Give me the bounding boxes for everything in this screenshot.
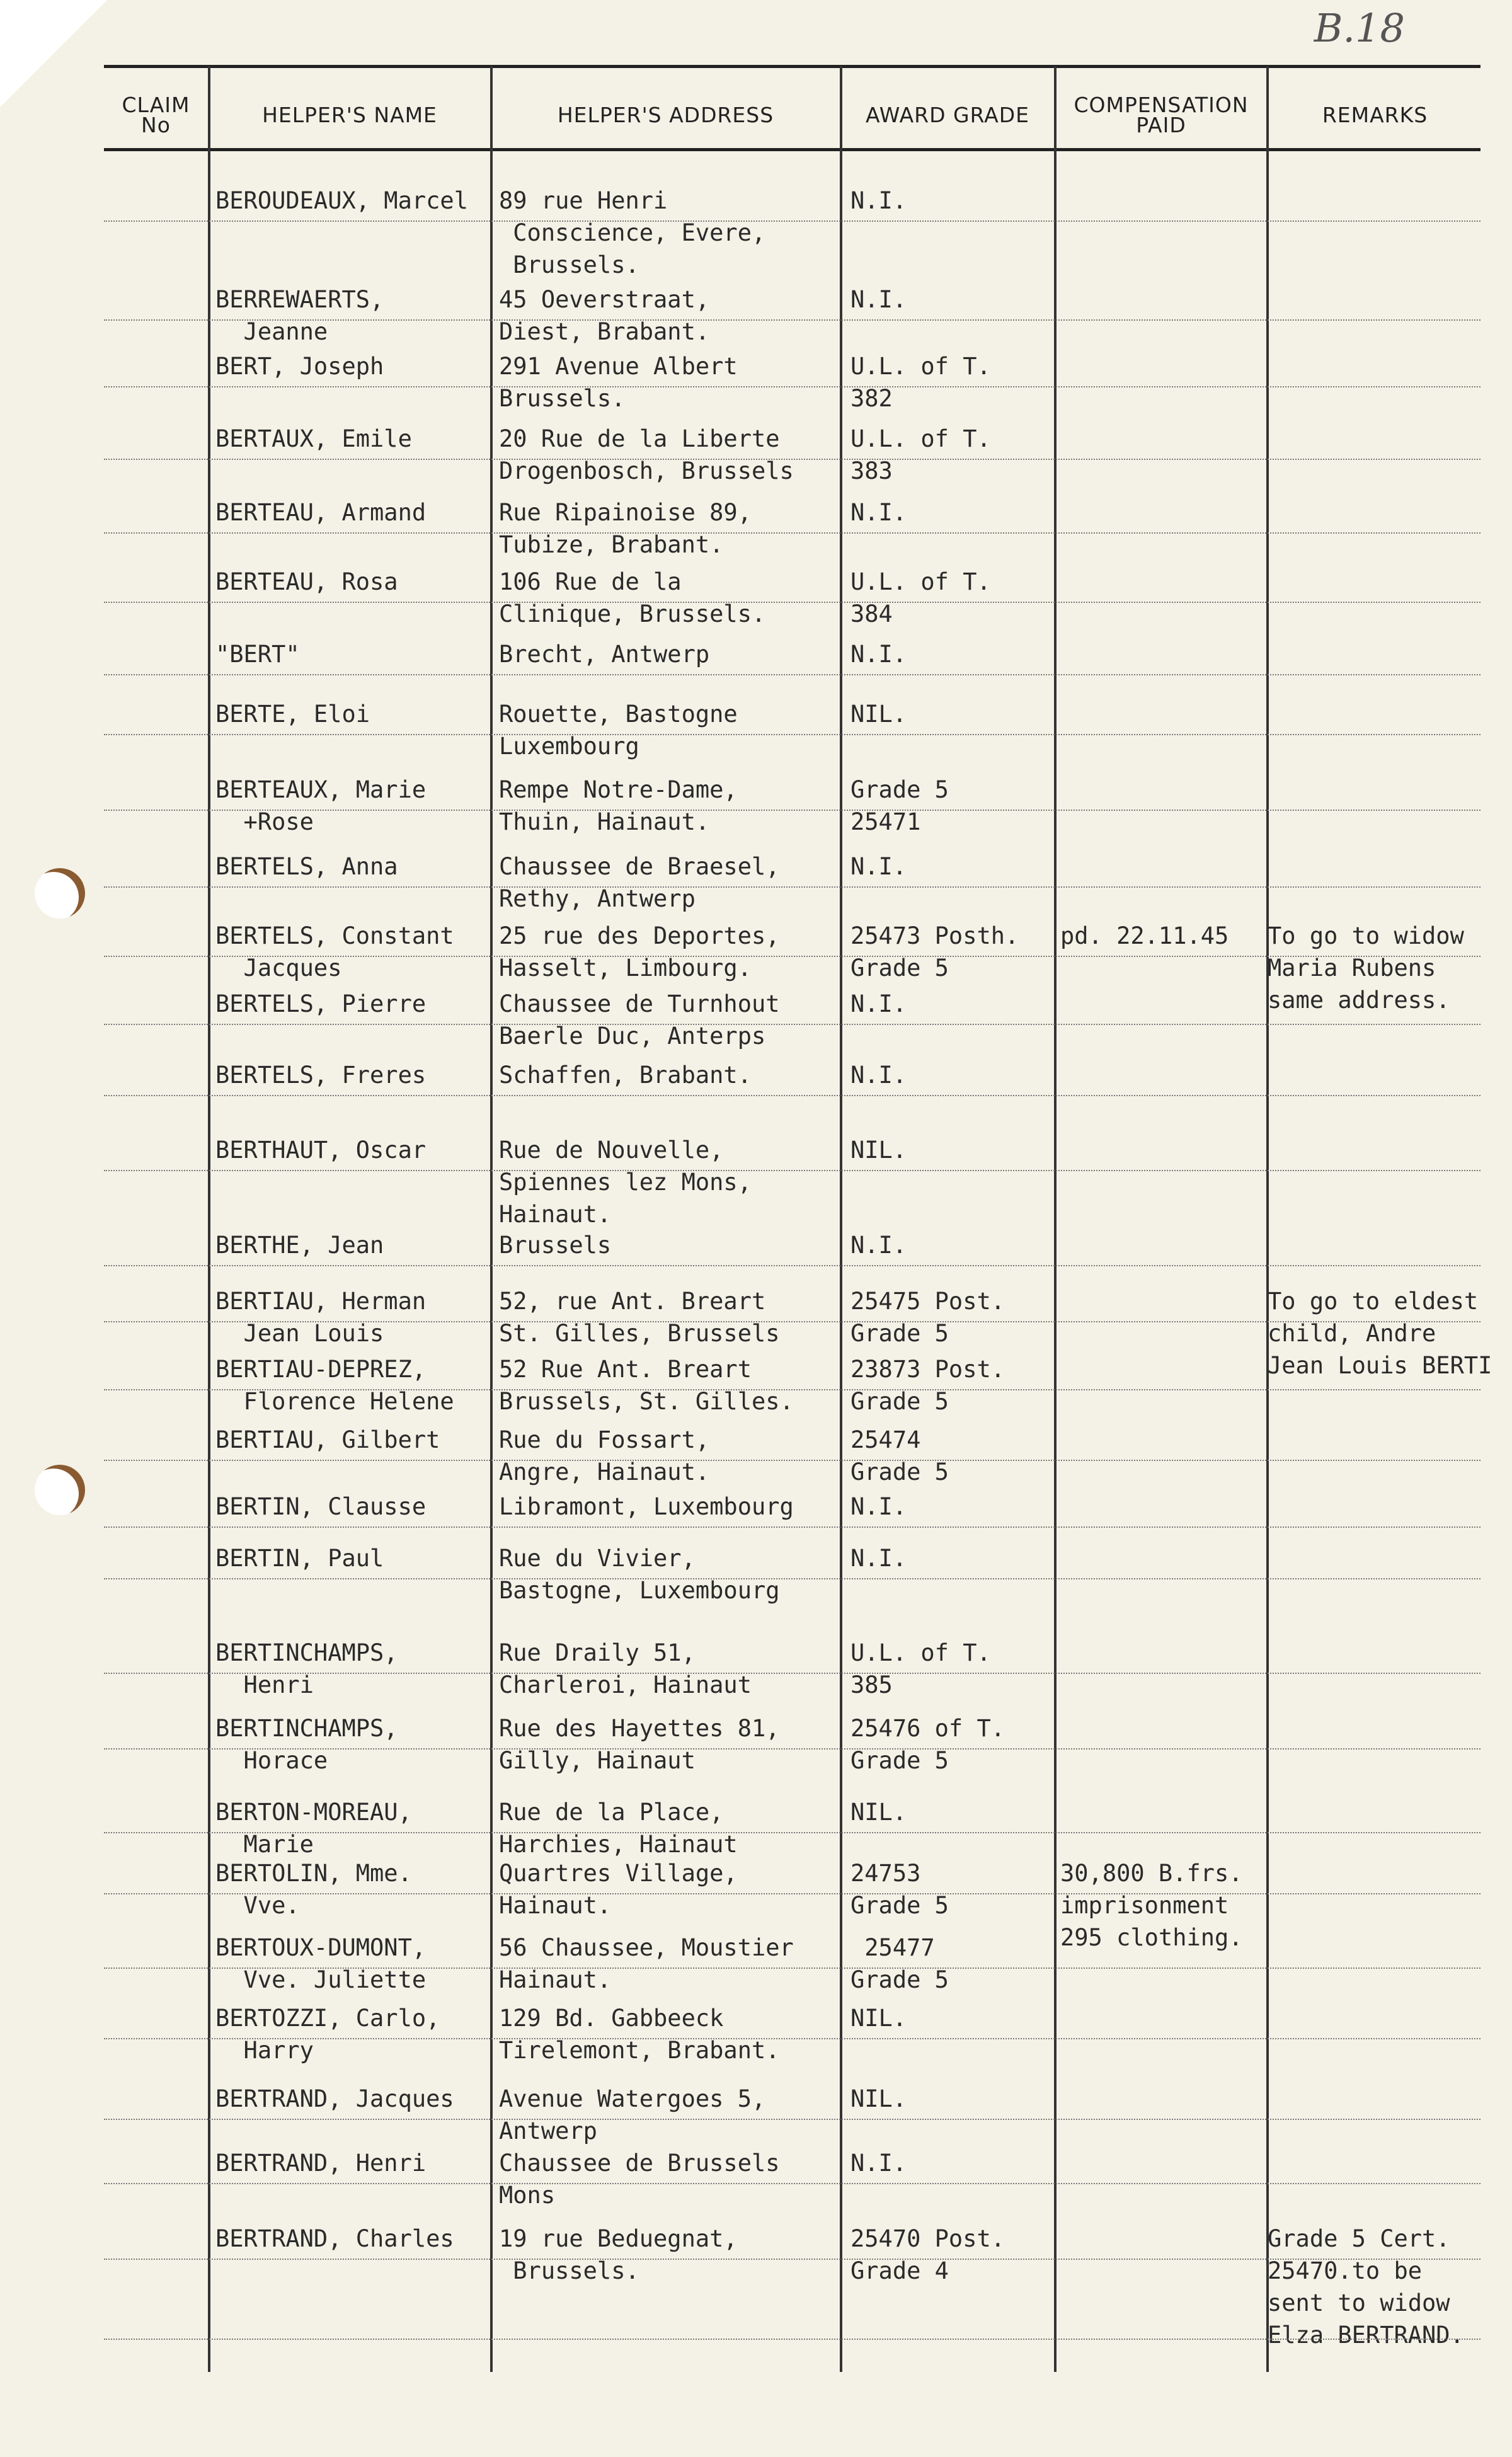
folded-corner: [0, 0, 107, 107]
row-award-cell: N.I.: [850, 2150, 907, 2177]
page-reference: B.18: [1314, 5, 1405, 51]
row-guide-line: [104, 1095, 1480, 1096]
row-award-cell: 25475 Post. Grade 5: [850, 1288, 1005, 1347]
row-name-cell: BERTELS, Pierre: [215, 990, 427, 1017]
row-name-cell: BERTON-MOREAU, Marie: [215, 1799, 412, 1858]
punch-hole-bottom: [35, 1465, 85, 1515]
row-award-cell: 25470 Post. Grade 4: [850, 2225, 1005, 2284]
row-address-cell: Rue Draily 51, Charleroi, Hainaut: [499, 1639, 752, 1698]
row-guide-line: [104, 2339, 1480, 2340]
row-guide-line: [104, 386, 1480, 387]
row-name-cell: BERTAUX, Emile: [215, 425, 412, 452]
header-bottom-rule: [104, 148, 1480, 151]
row-address-cell: Rue de la Place, Harchies, Hainaut: [499, 1799, 738, 1858]
row-address-cell: 19 rue Beduegnat, Brussels.: [499, 2225, 738, 2284]
row-name-cell: BERTRAND, Jacques: [215, 2085, 454, 2112]
row-name-cell: BERTOZZI, Carlo, Harry: [215, 2005, 440, 2064]
row-address-cell: Rue des Hayettes 81, Gilly, Hainaut: [499, 1715, 780, 1774]
row-award-cell: N.I.: [850, 641, 907, 668]
row-award-cell: NIL.: [850, 1799, 907, 1826]
row-name-cell: BERTEAU, Rosa: [215, 568, 398, 595]
column-divider: [840, 66, 842, 2372]
row-address-cell: Brussels: [499, 1232, 612, 1259]
row-address-cell: 129 Bd. Gabbeeck Tirelemont, Brabant.: [499, 2005, 780, 2064]
row-award-cell: N.I.: [850, 1232, 907, 1259]
row-guide-line: [104, 220, 1480, 222]
row-comp-cell: pd. 22.11.45: [1060, 922, 1229, 949]
top-rule: [104, 65, 1480, 68]
row-award-cell: N.I.: [850, 286, 907, 313]
row-comp-cell: 30,800 B.frs. imprisonment 295 clothing.: [1060, 1860, 1243, 1951]
row-award-cell: NIL.: [850, 2005, 907, 2032]
row-guide-line: [104, 1024, 1480, 1025]
row-address-cell: Quartres Village, Hainaut.: [499, 1860, 738, 1919]
row-name-cell: BERTEAUX, Marie +Rose: [215, 776, 427, 835]
row-guide-line: [104, 1578, 1480, 1579]
row-award-cell: 25477 Grade 5: [850, 1934, 949, 1993]
row-award-cell: 25474 Grade 5: [850, 1426, 949, 1486]
row-address-cell: Libramont, Luxembourg: [499, 1493, 794, 1520]
row-address-cell: Rue du Vivier, Bastogne, Luxembourg: [499, 1545, 780, 1604]
row-guide-line: [104, 532, 1480, 534]
row-address-cell: Brecht, Antwerp: [499, 641, 710, 668]
row-name-cell: BERTELS, Anna: [215, 853, 398, 880]
row-award-cell: Grade 5 25471: [850, 776, 949, 835]
row-name-cell: BERTINCHAMPS, Horace: [215, 1715, 398, 1774]
row-address-cell: Rue Ripainoise 89, Tubize, Brabant.: [499, 499, 752, 558]
row-name-cell: BERTELS, Constant Jacques: [215, 922, 454, 982]
row-guide-line: [104, 734, 1480, 735]
row-guide-line: [104, 1526, 1480, 1528]
row-award-cell: N.I.: [850, 853, 907, 880]
row-address-cell: Rempe Notre-Dame, Thuin, Hainaut.: [499, 776, 738, 835]
row-award-cell: U.L. of T. 382: [850, 353, 991, 412]
row-award-cell: 25476 of T. Grade 5: [850, 1715, 1005, 1774]
row-name-cell: BERREWAERTS, Jeanne: [215, 286, 384, 345]
row-guide-line: [104, 2183, 1480, 2184]
row-address-cell: Chaussee de Brussels Mons: [499, 2150, 780, 2209]
row-name-cell: BERTOLIN, Mme. Vve.: [215, 1860, 412, 1919]
row-award-cell: N.I.: [850, 499, 907, 526]
row-award-cell: N.I.: [850, 1545, 907, 1572]
row-address-cell: Chaussee de Turnhout Baerle Duc, Anterps: [499, 990, 780, 1050]
header-helpers-address: HELPER'S ADDRESS: [557, 102, 774, 127]
row-award-cell: N.I.: [850, 1062, 907, 1089]
row-address-cell: Chaussee de Braesel, Rethy, Antwerp: [499, 853, 780, 912]
row-name-cell: BERT, Joseph: [215, 353, 384, 380]
row-address-cell: 56 Chaussee, Moustier Hainaut.: [499, 1934, 794, 1993]
row-name-cell: BERTINCHAMPS, Henri: [215, 1639, 398, 1698]
row-guide-line: [104, 1170, 1480, 1171]
header-claim-no: CLAIM No: [122, 92, 190, 137]
header-award-grade: AWARD GRADE: [866, 102, 1029, 127]
row-address-cell: 25 rue des Deportes, Hasselt, Limbourg.: [499, 922, 780, 982]
row-remarks-cell: To go to widow Maria Rubens same address.: [1268, 922, 1464, 1014]
row-address-cell: Rue du Fossart, Angre, Hainaut.: [499, 1426, 710, 1486]
row-address-cell: 291 Avenue Albert Brussels.: [499, 353, 738, 412]
row-name-cell: BERTIAU, Herman Jean Louis: [215, 1288, 427, 1347]
row-award-cell: U.L. of T. 384: [850, 568, 991, 627]
row-name-cell: BERTIN, Paul: [215, 1545, 384, 1572]
row-address-cell: 52, rue Ant. Breart St. Gilles, Brussels: [499, 1288, 780, 1347]
row-name-cell: BERTEAU, Armand: [215, 499, 427, 526]
row-award-cell: U.L. of T. 383: [850, 425, 991, 484]
row-address-cell: 89 rue Henri Conscience, Evere, Brussels.: [499, 187, 766, 278]
column-divider: [1266, 66, 1269, 2372]
row-name-cell: BERTRAND, Charles: [215, 2225, 454, 2252]
row-award-cell: N.I.: [850, 1493, 907, 1520]
row-guide-line: [104, 1265, 1480, 1266]
punch-hole-top: [35, 868, 85, 919]
header-helpers-name: HELPER'S NAME: [262, 102, 437, 127]
row-name-cell: BERTRAND, Henri: [215, 2150, 427, 2177]
header-remarks: REMARKS: [1322, 102, 1428, 127]
row-address-cell: Schaffen, Brabant.: [499, 1062, 752, 1089]
column-divider: [208, 66, 210, 2372]
row-address-cell: 20 Rue de la Liberte Drogenbosch, Brussels: [499, 425, 794, 484]
row-award-cell: 24753 Grade 5: [850, 1860, 949, 1919]
row-name-cell: BERTHAUT, Oscar: [215, 1137, 427, 1164]
row-address-cell: 52 Rue Ant. Breart Brussels, St. Gilles.: [499, 1356, 794, 1415]
row-address-cell: 106 Rue de la Clinique, Brussels.: [499, 568, 766, 627]
row-name-cell: BERTIAU, Gilbert: [215, 1426, 440, 1453]
row-award-cell: NIL.: [850, 701, 907, 728]
row-guide-line: [104, 602, 1480, 603]
row-award-cell: U.L. of T. 385: [850, 1639, 991, 1698]
row-award-cell: N.I.: [850, 990, 907, 1017]
row-guide-line: [104, 674, 1480, 675]
row-guide-line: [104, 1460, 1480, 1461]
row-award-cell: NIL.: [850, 1137, 907, 1164]
row-name-cell: "BERT": [215, 641, 300, 668]
row-address-cell: 45 Oeverstraat, Diest, Brabant.: [499, 286, 710, 345]
row-name-cell: BERTHE, Jean: [215, 1232, 384, 1259]
row-remarks-cell: Grade 5 Cert. 25470.to be sent to widow Elza BERTRAND.: [1268, 2225, 1464, 2349]
column-divider: [490, 66, 493, 2372]
row-name-cell: BERTELS, Freres: [215, 1062, 427, 1089]
header-compensation-paid: COMPENSATION PAID: [1074, 92, 1249, 137]
row-name-cell: BEROUDEAUX, Marcel: [215, 187, 468, 214]
row-remarks-cell: To go to eldest child, Andre Jean Louis BERTI: [1268, 1288, 1492, 1379]
row-address-cell: Avenue Watergoes 5, Antwerp: [499, 2085, 766, 2145]
row-name-cell: BERTOUX-DUMONT, Vve. Juliette: [215, 1934, 427, 1993]
row-name-cell: BERTIAU-DEPREZ, Florence Helene: [215, 1356, 454, 1415]
row-award-cell: N.I.: [850, 187, 907, 214]
row-award-cell: 25473 Posth. Grade 5: [850, 922, 1019, 982]
row-address-cell: Rouette, Bastogne Luxembourg: [499, 701, 738, 760]
row-address-cell: Rue de Nouvelle, Spiennes lez Mons, Hainaut.: [499, 1137, 752, 1228]
column-divider: [1054, 66, 1057, 2372]
row-name-cell: BERTE, Eloi: [215, 701, 370, 728]
row-guide-line: [104, 886, 1480, 888]
row-name-cell: BERTIN, Clausse: [215, 1493, 427, 1520]
row-award-cell: NIL.: [850, 2085, 907, 2112]
row-award-cell: 23873 Post. Grade 5: [850, 1356, 1005, 1415]
row-guide-line: [104, 2119, 1480, 2120]
